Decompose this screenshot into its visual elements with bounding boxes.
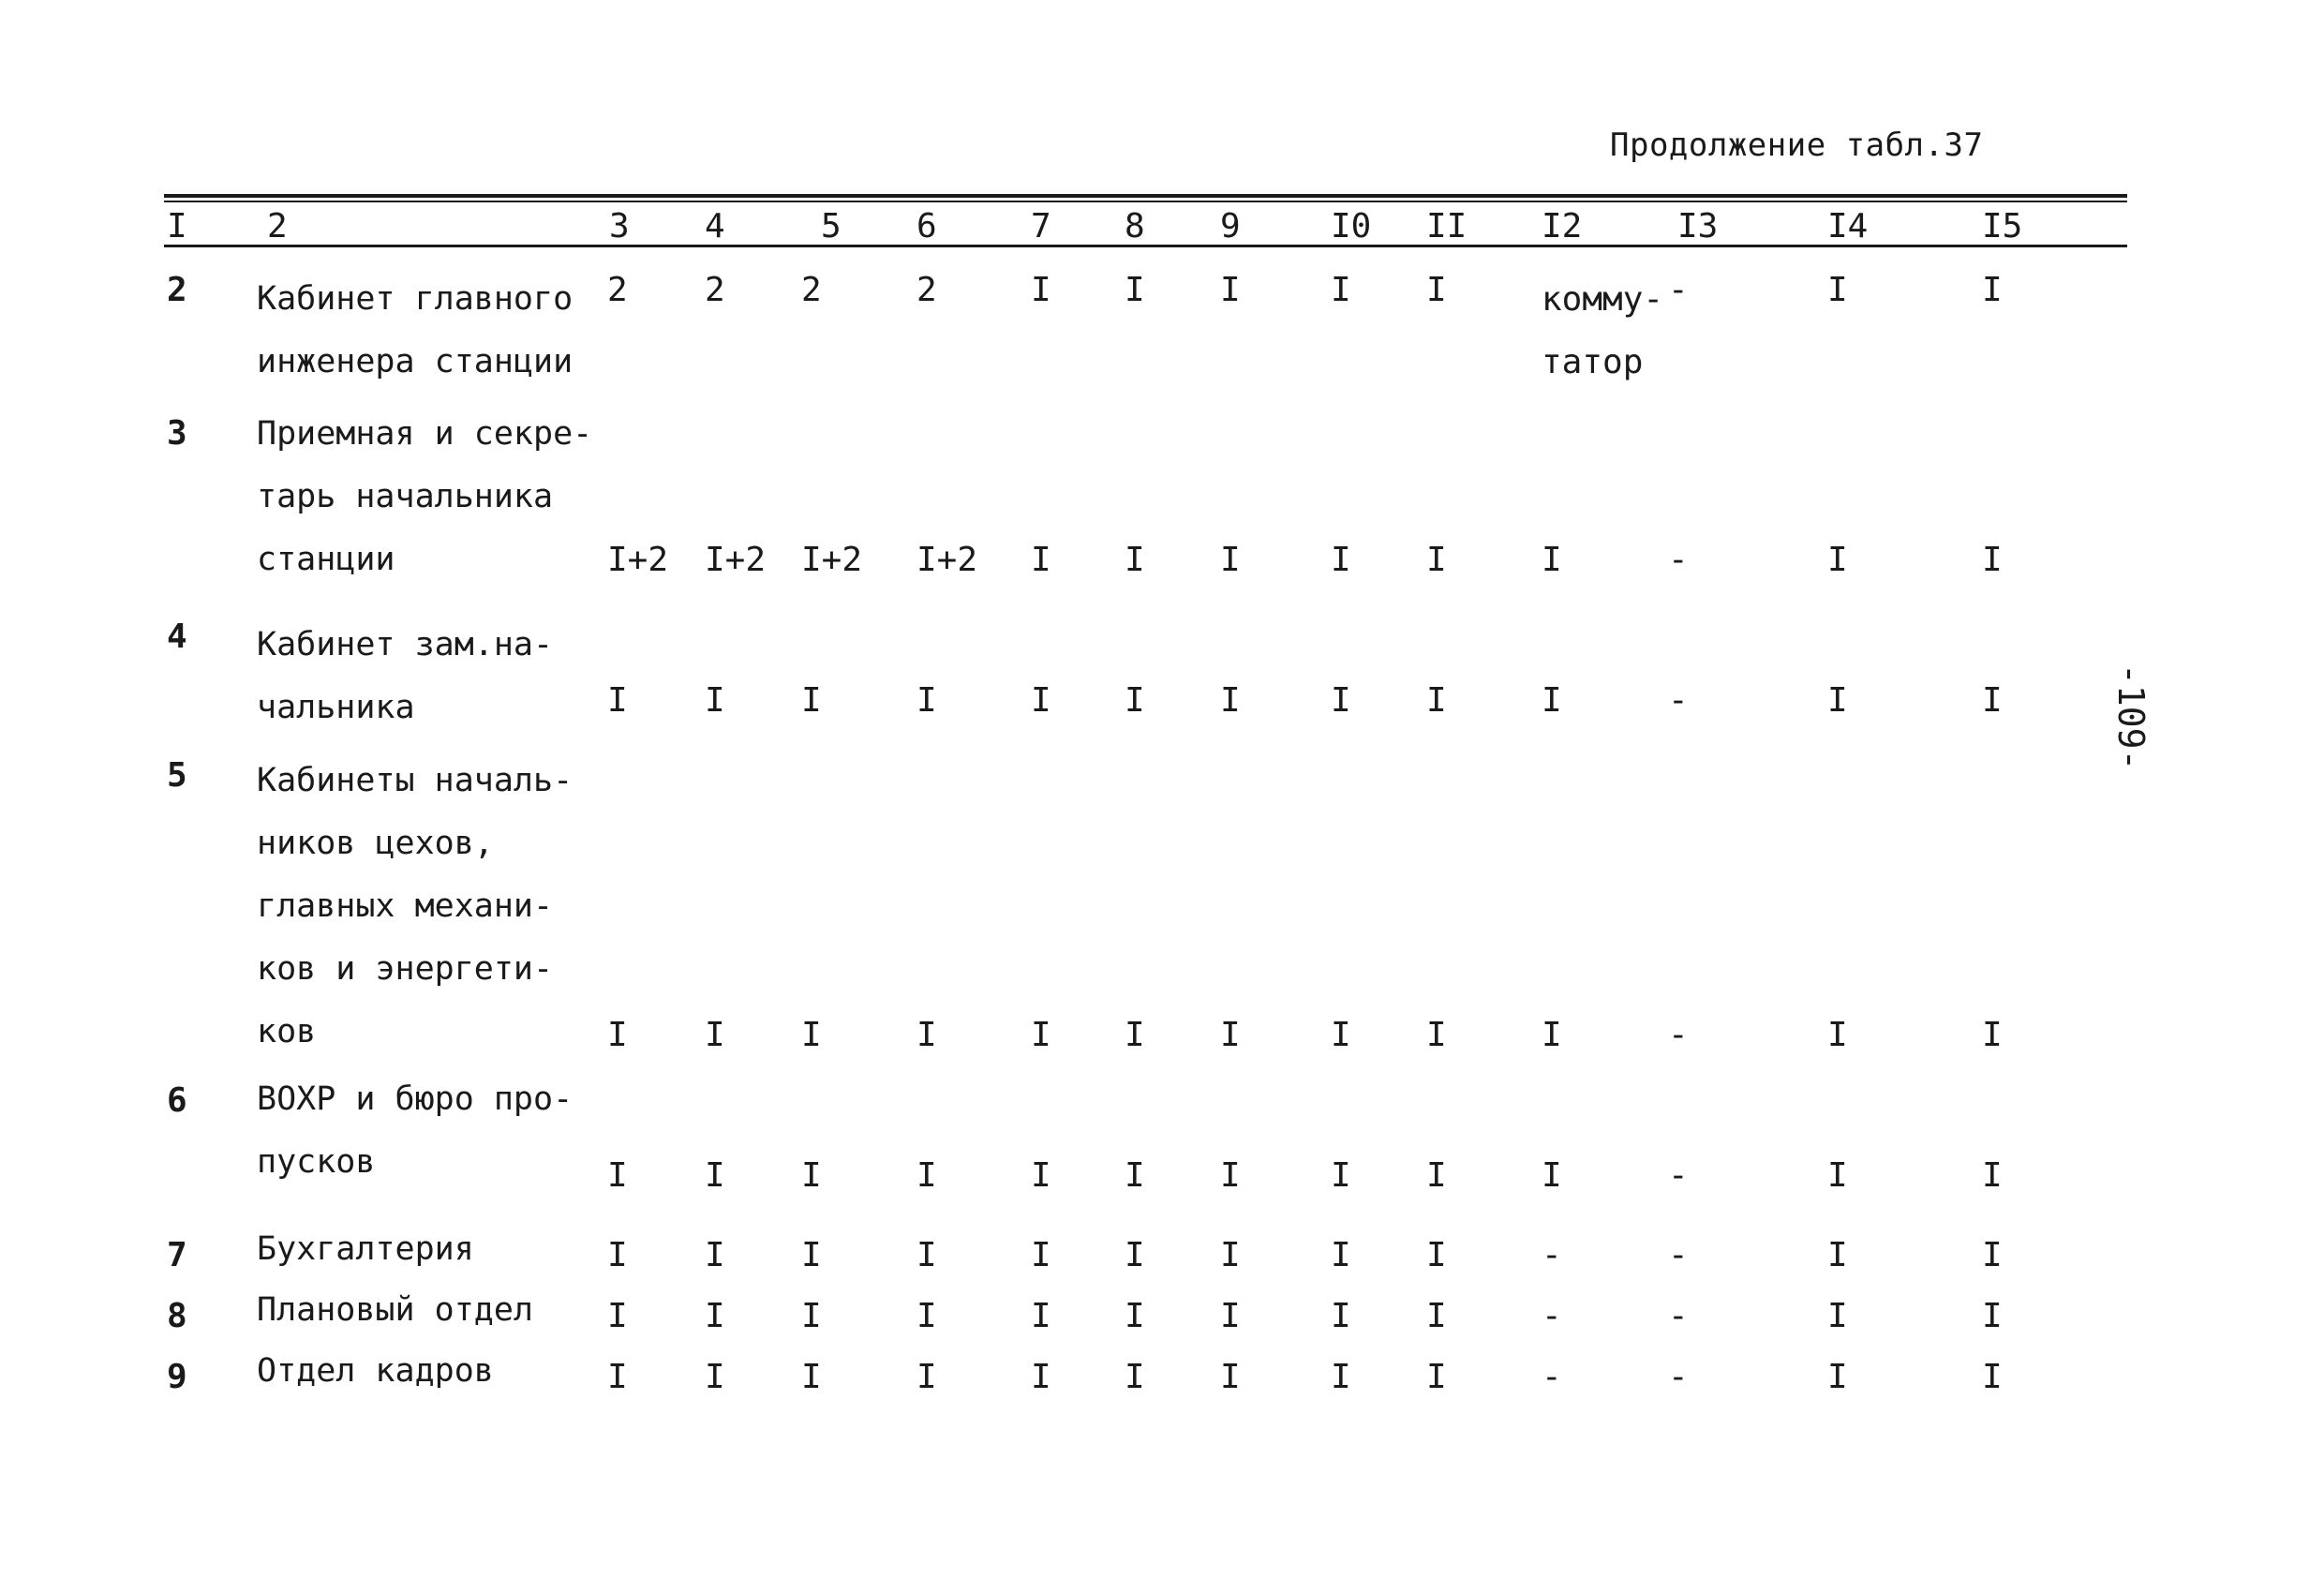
- table-caption: Продолжение табл.37: [1610, 127, 1984, 164]
- table-cell: -: [1668, 1297, 1689, 1335]
- table-cell: I: [705, 1236, 725, 1274]
- table-cell: I: [1220, 271, 1241, 309]
- table-cell: I: [1125, 1016, 1145, 1054]
- table-cell: I: [1426, 541, 1447, 579]
- header-top-rule: [164, 194, 2127, 198]
- table-cell: I: [916, 1156, 937, 1195]
- table-cell: I: [1031, 1358, 1051, 1396]
- table-cell: I: [705, 1297, 725, 1335]
- table-cell: -: [1542, 1297, 1562, 1335]
- table-cell: -: [1668, 541, 1689, 579]
- column-header-10: I0: [1331, 207, 1372, 246]
- column-header-6: 6: [916, 207, 937, 246]
- row-number: 6: [167, 1081, 187, 1120]
- table-cell: I: [1331, 1236, 1351, 1274]
- table-cell: I: [801, 1016, 822, 1054]
- table-cell: I: [1031, 681, 1051, 720]
- table-cell: I: [1542, 681, 1562, 720]
- column-header-9: 9: [1220, 207, 1241, 246]
- table-cell: -: [1542, 1236, 1562, 1274]
- table-cell: I: [607, 1358, 628, 1396]
- table-cell: -: [1668, 1358, 1689, 1396]
- table-cell: I: [1331, 1358, 1351, 1396]
- row-number: 8: [167, 1297, 187, 1335]
- table-cell: I+2: [801, 541, 863, 579]
- table-cell: I: [1331, 1016, 1351, 1054]
- column-header-12: I2: [1542, 207, 1583, 246]
- column-header-4: 4: [705, 207, 725, 246]
- table-cell: I: [1220, 1297, 1241, 1335]
- table-cell: I: [1331, 1156, 1351, 1195]
- table-cell: I: [1982, 1297, 2003, 1335]
- table-cell: I: [1125, 541, 1145, 579]
- table-cell: I: [705, 1016, 725, 1054]
- table-cell: I: [801, 1156, 822, 1195]
- table-cell: I: [1426, 1016, 1447, 1054]
- table-cell: I+2: [607, 541, 669, 579]
- table-cell: I: [705, 681, 725, 720]
- table-cell: I: [916, 1297, 937, 1335]
- header-top-rule-thin: [164, 201, 2127, 202]
- table-cell: 2: [607, 271, 628, 309]
- table-cell: I: [1220, 1156, 1241, 1195]
- row-number: 5: [167, 756, 187, 795]
- room-name: Бухгалтерия: [257, 1230, 474, 1268]
- table-cell: I: [1827, 681, 1848, 720]
- table-cell: I: [1220, 681, 1241, 720]
- table-cell: I: [1827, 1236, 1848, 1274]
- table-cell: I: [1031, 271, 1051, 309]
- table-cell: 2: [801, 271, 822, 309]
- table-cell: I: [1542, 1156, 1562, 1195]
- table-cell: I: [1220, 541, 1241, 579]
- table-cell: комму- татор: [1542, 280, 1664, 381]
- table-cell: -: [1668, 1236, 1689, 1274]
- table-cell: I: [1125, 1358, 1145, 1396]
- table-cell: I: [607, 681, 628, 720]
- table-cell: I: [1827, 1156, 1848, 1195]
- table-cell: I: [1982, 1236, 2003, 1274]
- table-cell: I: [1982, 541, 2003, 579]
- table-cell: I: [1125, 1297, 1145, 1335]
- table-cell: I: [1982, 1358, 2003, 1396]
- table-cell: I: [801, 1297, 822, 1335]
- table-cell: 2: [916, 271, 937, 309]
- room-name: Кабинет зам.на- чальника: [257, 626, 554, 726]
- table-cell: I: [1982, 271, 2003, 309]
- table-cell: I: [1031, 1297, 1051, 1335]
- column-header-3: 3: [609, 207, 630, 246]
- table-cell: I: [916, 1016, 937, 1054]
- table-cell: I+2: [705, 541, 767, 579]
- table-cell: I: [1331, 681, 1351, 720]
- column-header-13: I3: [1677, 207, 1719, 246]
- table-cell: I: [916, 1236, 937, 1274]
- table-cell: -: [1542, 1358, 1562, 1396]
- table-cell: I: [801, 1358, 822, 1396]
- row-number: 3: [167, 414, 187, 453]
- column-header-15: I5: [1982, 207, 2023, 246]
- row-number: 2: [167, 271, 187, 309]
- table-cell: I: [1827, 271, 1848, 309]
- table-cell: I: [1125, 271, 1145, 309]
- table-cell: I: [1827, 1358, 1848, 1396]
- table-cell: I: [1331, 1297, 1351, 1335]
- table-cell: I: [1331, 271, 1351, 309]
- table-cell: -: [1668, 1156, 1689, 1195]
- table-cell: -: [1668, 271, 1689, 309]
- table-cell: I: [1031, 1236, 1051, 1274]
- table-cell: I: [607, 1236, 628, 1274]
- row-number: 7: [167, 1236, 187, 1274]
- table-cell: I: [1031, 1156, 1051, 1195]
- room-name: Приемная и секре- тарь начальника станции: [257, 415, 593, 578]
- table-cell: I: [1125, 1236, 1145, 1274]
- table-cell: I: [801, 1236, 822, 1274]
- table-cell: I: [1031, 1016, 1051, 1054]
- table-cell: I: [916, 1358, 937, 1396]
- column-header-2: 2: [267, 207, 288, 246]
- table-cell: I: [1542, 541, 1562, 579]
- table-cell: I: [1827, 1016, 1848, 1054]
- table-cell: I: [916, 681, 937, 720]
- column-header-5: 5: [821, 207, 842, 246]
- room-name: ВОХР и бюро про- пусков: [257, 1080, 574, 1181]
- table-cell: I: [1220, 1358, 1241, 1396]
- room-name: Плановый отдел: [257, 1291, 534, 1329]
- table-cell: 2: [705, 271, 725, 309]
- table-cell: I: [1982, 1156, 2003, 1195]
- table-cell: I: [705, 1156, 725, 1195]
- table-cell: I: [1426, 1156, 1447, 1195]
- table-cell: I: [1031, 541, 1051, 579]
- table-cell: I: [1426, 271, 1447, 309]
- column-header-7: 7: [1031, 207, 1051, 246]
- table-cell: I: [1542, 1016, 1562, 1054]
- table-cell: I: [1331, 541, 1351, 579]
- column-header-1: I: [167, 207, 187, 246]
- table-cell: I: [1426, 1236, 1447, 1274]
- table-cell: I: [607, 1297, 628, 1335]
- table-cell: I: [801, 681, 822, 720]
- column-header-11: II: [1426, 207, 1467, 246]
- column-header-14: I4: [1827, 207, 1869, 246]
- page-number: -109-: [2110, 663, 2152, 771]
- table-cell: I: [1827, 1297, 1848, 1335]
- room-name: Кабинет главного инженера станции: [257, 280, 574, 380]
- table-cell: I: [1827, 541, 1848, 579]
- table-cell: I: [1220, 1236, 1241, 1274]
- column-header-8: 8: [1125, 207, 1145, 246]
- table-cell: I+2: [916, 541, 978, 579]
- table-cell: I: [1125, 681, 1145, 720]
- table-cell: -: [1668, 1016, 1689, 1054]
- table-cell: I: [1426, 1297, 1447, 1335]
- table-cell: I: [705, 1358, 725, 1396]
- table-cell: -: [1668, 681, 1689, 720]
- table-cell: I: [1426, 681, 1447, 720]
- table-cell: I: [1125, 1156, 1145, 1195]
- room-name: Кабинеты началь- ников цехов, главных механи- ков и энергети- ков: [257, 762, 574, 1050]
- row-number: 9: [167, 1358, 187, 1396]
- table-cell: I: [1982, 681, 2003, 720]
- table-cell: I: [1426, 1358, 1447, 1396]
- table-cell: I: [1220, 1016, 1241, 1054]
- table-cell: I: [607, 1016, 628, 1054]
- row-number: 4: [167, 618, 187, 656]
- room-name: Отдел кадров: [257, 1352, 494, 1390]
- table-cell: I: [1982, 1016, 2003, 1054]
- table-cell: I: [607, 1156, 628, 1195]
